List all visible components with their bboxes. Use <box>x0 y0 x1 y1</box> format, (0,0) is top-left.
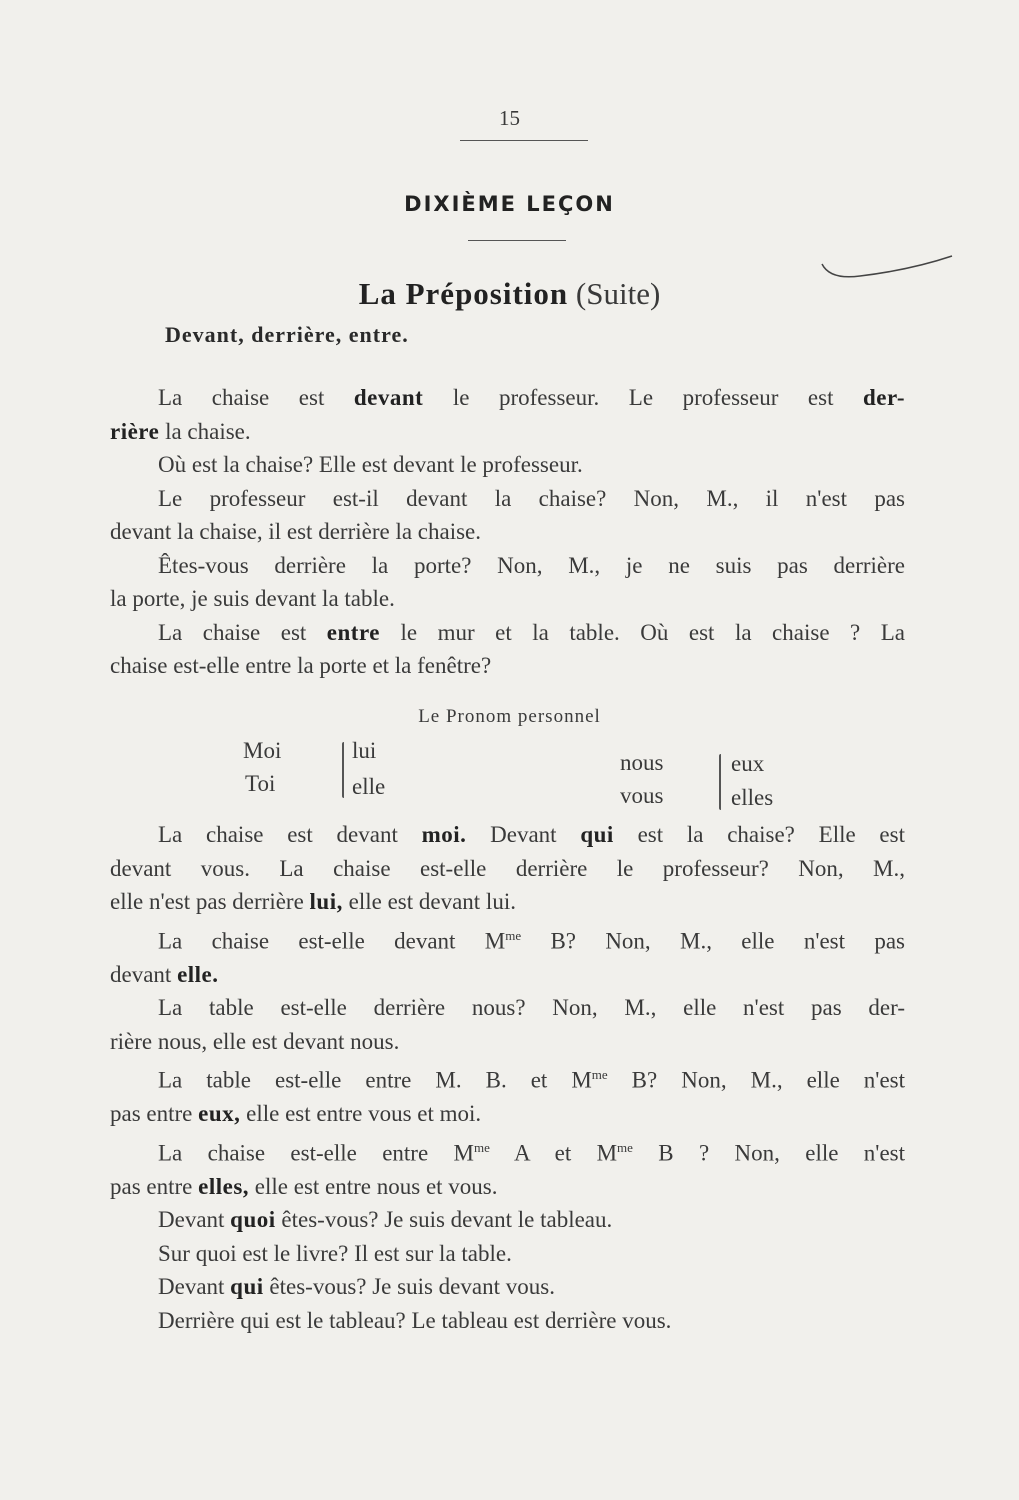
paragraph <box>110 616 905 683</box>
superscript: me <box>617 1139 633 1155</box>
text-run: êtes-vous? Je suis devant vous. <box>263 1274 555 1300</box>
subtitle: Devant, derrière, entre. <box>165 322 409 347</box>
text-run: Devant <box>158 1207 231 1233</box>
text-line <box>110 958 905 992</box>
text-run: le mur et la table. Où est la chaise ? La <box>379 619 906 645</box>
superscript: me <box>473 1139 490 1155</box>
text-run: B ? Non, elle n'est <box>632 1140 906 1166</box>
text-line <box>110 1131 905 1170</box>
text-run: A et M <box>489 1140 618 1166</box>
emphasized-word: elles, <box>198 1173 250 1199</box>
paragraph <box>110 1304 905 1338</box>
text-line <box>110 381 905 415</box>
text-run: B? Non, M., elle n'est pas <box>521 928 905 954</box>
pronoun: vous <box>620 783 664 808</box>
text-line <box>110 852 905 886</box>
text-line <box>110 448 905 482</box>
brace <box>719 754 721 810</box>
text-run: La table est-elle entre M. B. et M <box>158 1067 592 1093</box>
text-line <box>110 1270 905 1304</box>
paragraph <box>110 1058 905 1131</box>
text-line <box>110 1170 905 1204</box>
pronoun: elle <box>352 774 386 799</box>
text-line <box>110 885 905 919</box>
page-number: 15 <box>499 106 520 130</box>
pronoun-table-title: Le Pronom personnel <box>418 706 601 727</box>
text-run: Derrière qui est le tableau? Le tableau est derrière vous. <box>158 1307 672 1333</box>
emphasized-word: der- <box>862 385 905 410</box>
text-line <box>110 582 905 616</box>
text-run: La chaise est <box>158 619 327 645</box>
emphasized-word: devant <box>353 385 424 410</box>
text-run: Devant <box>466 822 581 847</box>
text-line <box>110 549 905 583</box>
text-line <box>110 515 905 549</box>
title-main: La Préposition <box>358 276 569 311</box>
pronoun: elles <box>731 785 774 810</box>
text-run: le professeur. Le professeur est <box>423 385 863 410</box>
divider <box>468 240 566 241</box>
text-run: La chaise est-elle devant M <box>158 928 506 954</box>
paragraph <box>110 818 905 919</box>
paragraph <box>110 1131 905 1204</box>
text-run: pas entre <box>110 1173 199 1199</box>
superscript: me <box>591 1067 608 1083</box>
emphasized-word: moi. <box>421 822 467 847</box>
text-run: devant vous. La chaise est-elle derrière le professeur? Non, M., <box>110 855 905 881</box>
text-run: B? Non, M., elle n'est <box>607 1067 905 1093</box>
emphasized-word: qui <box>230 1274 264 1300</box>
pronoun: lui <box>352 738 377 763</box>
text-run: Êtes-vous derrière la porte? Non, M., je ne suis pas derrière <box>158 552 905 578</box>
section-title <box>0 276 1019 312</box>
text-line <box>110 1203 905 1237</box>
text-line <box>110 415 905 449</box>
paragraph <box>110 482 905 549</box>
lesson-heading: DIXIÈME LEÇON <box>404 192 615 216</box>
text-run: Devant <box>158 1274 231 1300</box>
text-block <box>110 381 905 683</box>
paragraph <box>110 1237 905 1271</box>
superscript: me <box>505 927 522 943</box>
text-line <box>110 616 905 650</box>
paragraph <box>110 549 905 616</box>
text-run: Sur quoi est le livre? Il est sur la table. <box>158 1240 512 1266</box>
text-run: chaise est-elle entre la porte et la fenêtre? <box>110 653 492 678</box>
paragraph <box>110 991 905 1058</box>
emphasized-word: qui <box>580 822 614 847</box>
text-run: êtes-vous? Je suis devant le tableau. <box>275 1207 613 1233</box>
paragraph <box>110 1270 905 1304</box>
text-line <box>110 1097 905 1131</box>
text-run: Le professeur est-il devant la chaise? Non, M., il n'est pas <box>158 485 905 511</box>
text-run: Où est la chaise? Elle est devant le professeur. <box>158 452 583 477</box>
text-line <box>110 1304 905 1338</box>
pronoun: eux <box>731 751 765 776</box>
text-run: La chaise est <box>158 385 354 410</box>
text-run: La table est-elle derrière nous? Non, M., elle n'est pas der- <box>158 995 905 1021</box>
text-line <box>110 1025 905 1059</box>
emphasized-word: quoi <box>230 1207 276 1233</box>
emphasized-word: entre <box>326 619 380 645</box>
paragraph <box>110 1203 905 1237</box>
text-run: elle est devant lui. <box>342 889 516 914</box>
text-run: devant <box>110 961 178 987</box>
text-run: elle est entre nous et vous. <box>249 1173 498 1199</box>
text-run: La chaise est devant <box>158 822 422 847</box>
pronoun: Toi <box>245 771 276 796</box>
text-block <box>110 818 905 1337</box>
emphasized-word: eux, <box>198 1101 241 1127</box>
pronoun: Moi <box>243 738 282 763</box>
text-run: est la chaise? Elle est <box>613 822 905 847</box>
text-run: elle est entre vous et moi. <box>240 1101 482 1127</box>
text-line <box>110 919 905 958</box>
text-run: pas entre <box>110 1101 199 1127</box>
text-line <box>110 818 905 852</box>
paragraph <box>110 919 905 992</box>
paragraph <box>110 381 905 448</box>
brace <box>342 742 344 798</box>
text-line <box>110 482 905 516</box>
pronoun: nous <box>620 750 664 775</box>
text-run: La chaise est-elle entre M <box>158 1140 474 1166</box>
text-run: rière nous, elle est devant nous. <box>110 1028 400 1054</box>
text-run: elle n'est pas derrière <box>110 889 310 914</box>
text-line <box>110 1058 905 1097</box>
text-line <box>110 649 905 683</box>
title-suffix: (Suite) <box>575 276 661 311</box>
text-run: la porte, je suis devant la table. <box>110 586 395 611</box>
divider <box>460 140 588 141</box>
text-run: devant la chaise, il est derrière la chaise. <box>110 519 482 544</box>
emphasized-word: lui, <box>309 889 343 914</box>
text-line <box>110 991 905 1025</box>
emphasized-word: elle. <box>177 961 219 987</box>
emphasized-word: rière <box>110 418 160 444</box>
text-run: la chaise. <box>159 418 251 444</box>
text-line <box>110 1237 905 1271</box>
paragraph <box>110 448 905 482</box>
